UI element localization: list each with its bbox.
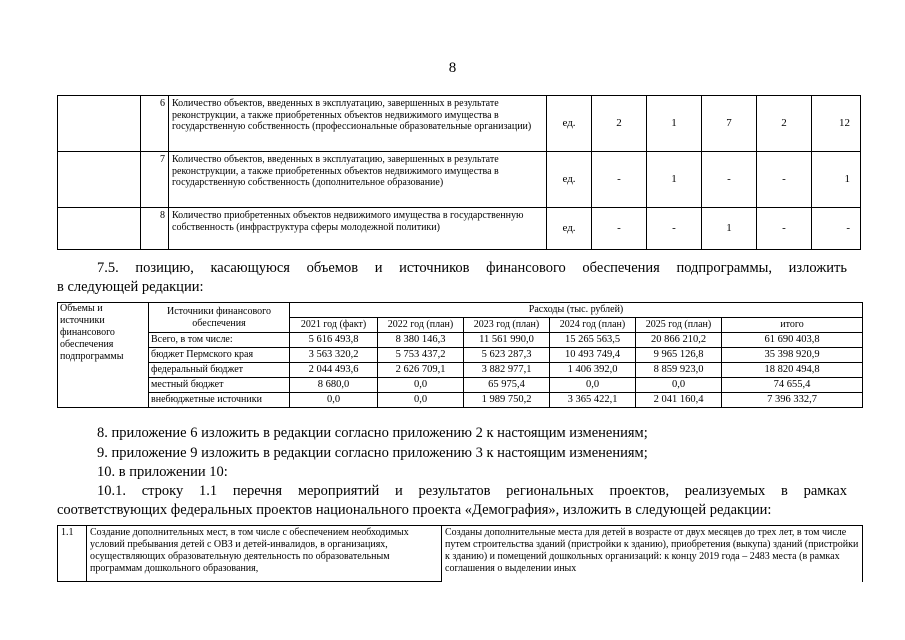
amount-cell: 0,0 (378, 393, 464, 408)
value-cell: - (592, 152, 647, 208)
result-text: Созданы дополнительные места для детей в возрасте от двух месяцев до трех лет, в том числе путем строительства зданий (пристройки к зданию), приобретения (выкупа) зданий (пристройки к зданию) и помещений дошкольных организаций: к концу 2019 года – 2483 места (в рамках соглашения о выделении иных (442, 526, 863, 582)
value-cell: - (812, 208, 861, 250)
unit-cell: ед. (547, 96, 592, 152)
amount-cell: 5 753 437,2 (378, 348, 464, 363)
amount-cell: 7 396 332,7 (722, 393, 863, 408)
table-row (58, 378, 863, 393)
amount-cell: 5 616 493,8 (290, 333, 378, 348)
value-cell: 2 (592, 96, 647, 152)
value-cell: 1 (647, 152, 702, 208)
amount-cell: 2 041 160,4 (636, 393, 722, 408)
activities-table (57, 525, 863, 582)
value-cell: - (757, 208, 812, 250)
value-cell: - (592, 208, 647, 250)
amount-cell: 35 398 920,9 (722, 348, 863, 363)
value-cell: 12 (812, 96, 861, 152)
amount-cell: 65 975,4 (464, 378, 550, 393)
amount-cell: 2 626 709,1 (378, 363, 464, 378)
table-row (58, 526, 863, 582)
page-number: 8 (448, 60, 457, 76)
unit-cell: ед. (547, 152, 592, 208)
amount-cell: 8 859 923,0 (636, 363, 722, 378)
source-label: федеральный бюджет (149, 363, 290, 378)
paragraph-8: 8. приложение 6 изложить в редакции согласно приложению 2 к настоящим изменениям; (97, 425, 648, 441)
amount-cell: 3 365 422,1 (550, 393, 636, 408)
amount-cell: 8 380 146,3 (378, 333, 464, 348)
source-label: бюджет Пермского края (149, 348, 290, 363)
amount-cell: 0,0 (290, 393, 378, 408)
paragraph-10-1-cont: соответствующих федеральных проектов национального проекта «Демография», изложить в следующей редакции: (57, 502, 772, 518)
value-cell: - (647, 208, 702, 250)
empty-cell (58, 152, 141, 208)
unit-cell: ед. (547, 208, 592, 250)
year-header: 2024 год (план) (550, 318, 636, 333)
year-header: 2025 год (план) (636, 318, 722, 333)
value-cell: 1 (702, 208, 757, 250)
expenses-header: Расходы (тыс. рублей) (290, 303, 863, 318)
paragraph-7-5: 7.5. позицию, касающуюся объемов и источников финансового обеспечения подпрограммы, изложить (97, 260, 847, 276)
paragraph-7-5-cont: в следующей редакции: (57, 279, 204, 295)
row-number: 8 (141, 208, 169, 250)
source-label: местный бюджет (149, 378, 290, 393)
paragraph-10: 10. в приложении 10: (97, 464, 228, 480)
row-number: 1.1 (58, 526, 87, 582)
source-label: Всего, в том числе: (149, 333, 290, 348)
amount-cell: 8 680,0 (290, 378, 378, 393)
amount-cell: 9 965 126,8 (636, 348, 722, 363)
year-header: 2021 год (факт) (290, 318, 378, 333)
amount-cell: 74 655,4 (722, 378, 863, 393)
amount-cell: 18 820 494,8 (722, 363, 863, 378)
indicator-text: Количество объектов, введенных в эксплуатацию, завершенных в результате реконструкции, а также приобретенных объектов недвижимого имущества в государственную собственность (дополнительное образование) (169, 152, 547, 208)
amount-cell: 0,0 (550, 378, 636, 393)
financing-label: Объемы и источники финансового обеспечения подпрограммы (58, 303, 149, 408)
amount-cell: 0,0 (636, 378, 722, 393)
table-row (58, 333, 863, 348)
table-row (58, 152, 861, 208)
row-number: 6 (141, 96, 169, 152)
row-number: 7 (141, 152, 169, 208)
value-cell: 7 (702, 96, 757, 152)
indicator-text: Количество объектов, введенных в эксплуатацию, завершенных в результате реконструкции, а также приобретенных объектов недвижимого имущества в государственную собственность (профессиональные образовательные организации) (169, 96, 547, 152)
amount-cell: 1 406 392,0 (550, 363, 636, 378)
value-cell: 1 (647, 96, 702, 152)
activity-text: Создание дополнительных мест, в том числе с обеспечением необходимых условий пребывания детей с ОВЗ и детей-инвалидов, в организациях, осуществляющих образовательную деятельность по образовательным программам дошкольного образования, (87, 526, 442, 582)
value-cell: 2 (757, 96, 812, 152)
amount-cell: 3 563 320,2 (290, 348, 378, 363)
amount-cell: 3 882 977,1 (464, 363, 550, 378)
amount-cell: 2 044 493,6 (290, 363, 378, 378)
table-row (58, 393, 863, 408)
source-label: внебюджетные источники (149, 393, 290, 408)
table-row (58, 363, 863, 378)
table-row (58, 96, 861, 152)
amount-cell: 61 690 403,8 (722, 333, 863, 348)
sources-header: Источники финансового обеспечения (149, 303, 290, 333)
year-header: 2023 год (план) (464, 318, 550, 333)
amount-cell: 0,0 (378, 378, 464, 393)
value-cell: - (757, 152, 812, 208)
empty-cell (58, 208, 141, 250)
amount-cell: 5 623 287,3 (464, 348, 550, 363)
total-header: итого (722, 318, 863, 333)
table-row (58, 348, 863, 363)
amount-cell: 10 493 749,4 (550, 348, 636, 363)
year-header: 2022 год (план) (378, 318, 464, 333)
value-cell: - (702, 152, 757, 208)
paragraph-10-1: 10.1. строку 1.1 перечня мероприятий и результатов региональных проектов, реализуемых в рамках (97, 483, 847, 499)
amount-cell: 20 866 210,2 (636, 333, 722, 348)
amount-cell: 15 265 563,5 (550, 333, 636, 348)
empty-cell (58, 96, 141, 152)
paragraph-9: 9. приложение 9 изложить в редакции согласно приложению 3 к настоящим изменениям; (97, 445, 648, 461)
indicators-table (57, 95, 861, 250)
indicator-text: Количество приобретенных объектов недвижимого имущества в государственную собственность (инфраструктура сферы молодежной политики) (169, 208, 547, 250)
table-row (58, 208, 861, 250)
amount-cell: 1 989 750,2 (464, 393, 550, 408)
amount-cell: 11 561 990,0 (464, 333, 550, 348)
financing-table (57, 302, 863, 408)
value-cell: 1 (812, 152, 861, 208)
